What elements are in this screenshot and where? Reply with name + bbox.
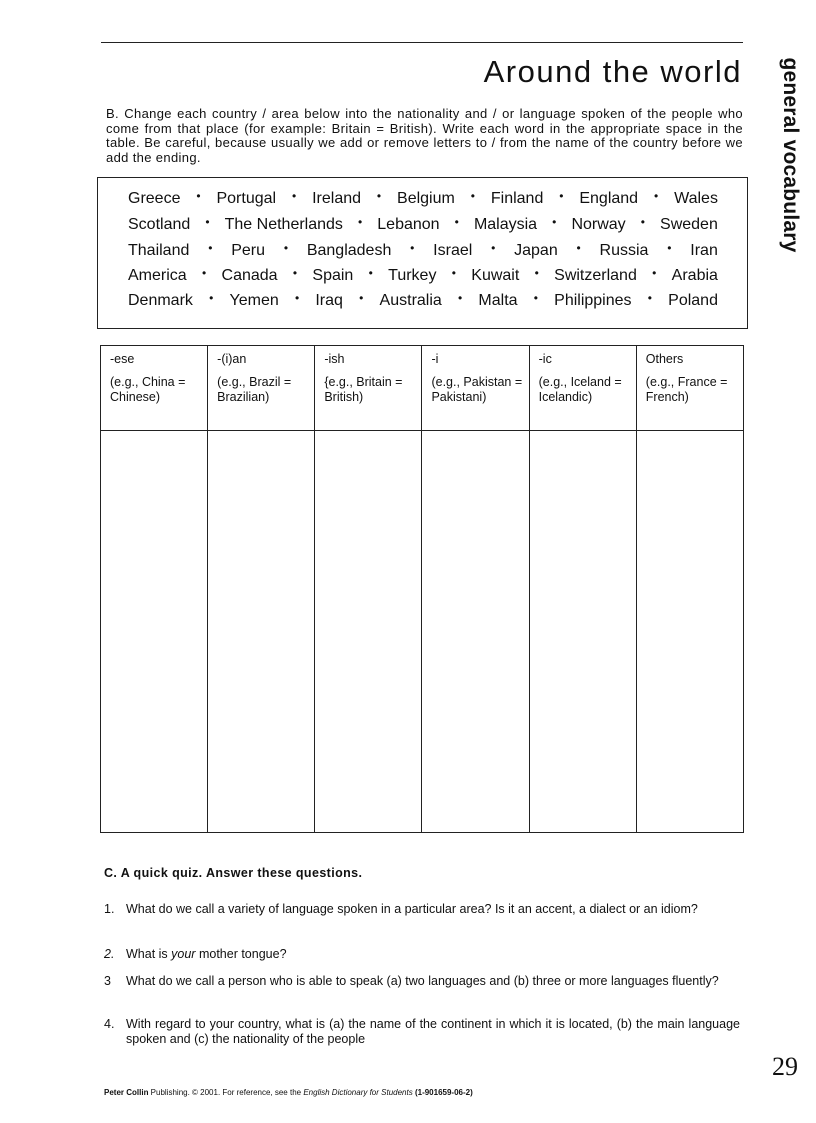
column-suffix: -ish bbox=[324, 352, 345, 366]
country-item: Iran bbox=[690, 242, 718, 259]
country-item: Belgium bbox=[397, 190, 455, 207]
question-text bbox=[126, 947, 740, 962]
bullet: • bbox=[652, 266, 657, 280]
bullet: • bbox=[470, 189, 475, 203]
country-row bbox=[128, 267, 718, 285]
country-item: Scotland bbox=[128, 216, 191, 233]
bullet: • bbox=[552, 215, 557, 229]
answer-cell-i[interactable] bbox=[422, 431, 529, 833]
column-example: (e.g., Pakistan = Pakistani) bbox=[431, 375, 523, 404]
country-item: Sweden bbox=[660, 216, 718, 233]
country-item: Spain bbox=[312, 267, 354, 284]
question-number: 1. bbox=[104, 902, 115, 916]
country-item: Israel bbox=[433, 242, 473, 259]
footer-credit bbox=[104, 1088, 473, 1097]
bullet: • bbox=[376, 189, 382, 203]
country-item: Lebanon bbox=[377, 216, 440, 233]
country-item: Norway bbox=[571, 216, 626, 233]
country-item: Finland bbox=[490, 190, 544, 207]
bullet: • bbox=[451, 266, 456, 280]
bullet: • bbox=[647, 291, 652, 305]
column-header-i bbox=[422, 346, 529, 431]
country-item: Canada bbox=[221, 267, 278, 284]
country-item: Japan bbox=[514, 242, 558, 259]
bullet: • bbox=[640, 215, 645, 229]
column-header-ese bbox=[101, 346, 208, 431]
bullet: • bbox=[283, 241, 289, 255]
country-item: Switzerland bbox=[554, 267, 637, 284]
bullet: • bbox=[205, 215, 210, 229]
quiz-heading: C. A quick quiz. Answer these questions. bbox=[104, 866, 363, 880]
answer-cell-ian[interactable] bbox=[208, 431, 315, 833]
country-item: Bangladesh bbox=[306, 242, 392, 259]
answer-cell-ish[interactable] bbox=[315, 431, 422, 833]
bullet: • bbox=[196, 189, 201, 203]
country-item: Denmark bbox=[128, 292, 193, 309]
country-item: England bbox=[579, 190, 639, 207]
bullet: • bbox=[454, 215, 459, 229]
column-header-ic bbox=[529, 346, 636, 431]
country-item: Russia bbox=[599, 242, 649, 259]
footer-dictionary-title: English Dictionary for Students bbox=[303, 1088, 413, 1097]
country-item: Philippines bbox=[554, 292, 632, 309]
column-suffix: -(i)an bbox=[217, 352, 247, 366]
column-example: {e.g., Britain = British) bbox=[324, 375, 403, 404]
country-item: Malaysia bbox=[473, 216, 538, 233]
country-item: Thailand bbox=[128, 242, 190, 259]
country-item: The Netherlands bbox=[224, 216, 343, 233]
nationality-table bbox=[100, 345, 744, 833]
answer-cell-ese[interactable] bbox=[101, 431, 208, 833]
column-header-ian bbox=[208, 346, 315, 431]
bullet: • bbox=[410, 241, 415, 255]
question-text: What do we call a variety of language spoken in a particular area? Is it an accent, a dialect or an idiom? bbox=[126, 902, 698, 916]
footer-text: Publishing. © 2001. For reference, see the bbox=[148, 1088, 304, 1097]
bullet: • bbox=[292, 266, 298, 280]
question-number: 4. bbox=[104, 1017, 115, 1031]
question-text-emphasis: your bbox=[171, 947, 196, 961]
question-text-pre: What is bbox=[126, 947, 172, 961]
bullet: • bbox=[559, 189, 564, 203]
country-item: Wales bbox=[674, 190, 718, 207]
question-number: 2. bbox=[104, 947, 115, 961]
country-row bbox=[128, 242, 718, 260]
page-title: Around the world bbox=[483, 54, 742, 89]
country-item: Turkey bbox=[388, 267, 437, 284]
answer-cell-ic[interactable] bbox=[529, 431, 636, 833]
bullet: • bbox=[291, 189, 297, 203]
country-item: Arabia bbox=[671, 267, 718, 284]
column-suffix: -ese bbox=[110, 352, 135, 366]
bullet: • bbox=[359, 291, 364, 305]
question-text: With regard to your country, what is (a) the name of the continent in which it is located, (b) the main language spoken and (c) the nationality of the people bbox=[126, 1017, 740, 1046]
column-header-others bbox=[636, 346, 743, 431]
quiz-question-1 bbox=[104, 902, 740, 917]
question-number: 3 bbox=[104, 974, 111, 988]
bullet: • bbox=[294, 291, 300, 305]
country-row bbox=[128, 216, 718, 234]
country-item: Malta bbox=[478, 292, 518, 309]
instructions-b: B. Change each country / area below into the nationality and / or language spoken of the people who come from that place (for example: Britain = British). Write each word in the appropriate space in the table. Be careful, because usually we add or remove letters to / from the name of the country before we add the ending. bbox=[106, 106, 743, 165]
footer-publisher: Peter Collin bbox=[104, 1088, 149, 1097]
country-box bbox=[97, 177, 748, 329]
country-row bbox=[128, 292, 718, 310]
column-suffix: -ic bbox=[538, 352, 552, 366]
country-item: Iraq bbox=[315, 292, 343, 309]
bullet: • bbox=[368, 266, 373, 280]
column-example: (e.g., China = Chinese) bbox=[110, 375, 186, 404]
country-item: Greece bbox=[128, 190, 181, 207]
question-text-post: mother tongue? bbox=[195, 947, 287, 961]
bullet: • bbox=[202, 266, 207, 280]
bullet: • bbox=[491, 241, 496, 255]
footer-isbn: (1-901659-06-2) bbox=[414, 1088, 473, 1097]
quiz-question-3 bbox=[104, 974, 740, 989]
country-item: Yemen bbox=[229, 292, 279, 309]
bullet: • bbox=[534, 266, 539, 280]
country-item: Poland bbox=[668, 292, 718, 309]
quiz-question-4 bbox=[104, 1017, 740, 1047]
bullet: • bbox=[358, 215, 363, 229]
bullet: • bbox=[458, 291, 463, 305]
country-item: America bbox=[128, 267, 187, 284]
question-text: What do we call a person who is able to speak (a) two languages and (b) three or more languages fluently? bbox=[126, 974, 719, 988]
table-answer-row bbox=[101, 431, 744, 833]
column-suffix: Others bbox=[645, 352, 684, 366]
top-rule bbox=[101, 42, 743, 43]
column-suffix: -i bbox=[431, 352, 439, 366]
column-example: (e.g., Brazil = Brazilian) bbox=[217, 375, 292, 404]
table-header-row bbox=[101, 346, 744, 431]
country-row bbox=[128, 190, 718, 208]
page-number: 29 bbox=[772, 1052, 798, 1081]
bullet: • bbox=[576, 241, 581, 255]
bullet: • bbox=[533, 291, 538, 305]
answer-cell-others[interactable] bbox=[636, 431, 743, 833]
bullet: • bbox=[209, 291, 214, 305]
country-item: Peru bbox=[231, 242, 265, 259]
bullet: • bbox=[667, 241, 672, 255]
column-example: (e.g., Iceland = Icelandic) bbox=[538, 375, 622, 404]
side-title: general vocabulary bbox=[779, 57, 802, 253]
quiz-question-2 bbox=[104, 947, 740, 962]
country-item: Australia bbox=[379, 292, 442, 309]
bullet: • bbox=[208, 241, 213, 255]
bullet: • bbox=[653, 189, 659, 203]
country-item: Kuwait bbox=[471, 267, 520, 284]
column-header-ish bbox=[315, 346, 422, 431]
country-item: Ireland bbox=[312, 190, 362, 207]
country-item: Portugal bbox=[216, 190, 277, 207]
column-example: (e.g., France = French) bbox=[645, 375, 728, 404]
